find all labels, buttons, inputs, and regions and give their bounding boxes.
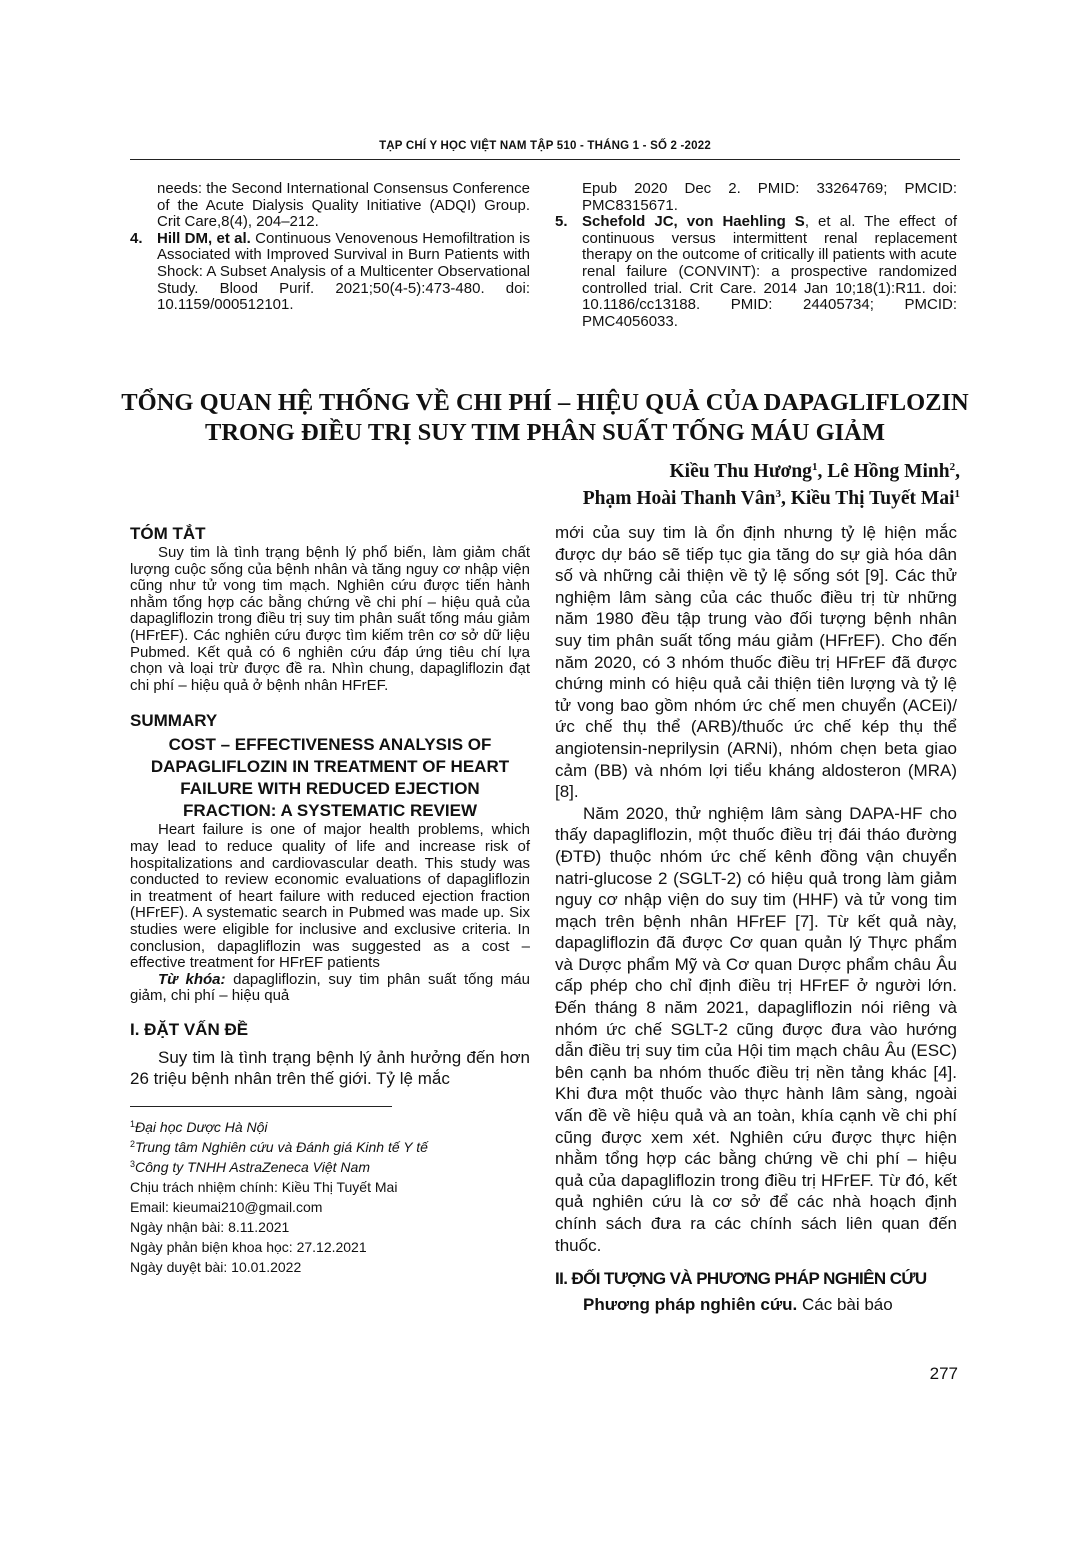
affiliation-text: Trung tâm Nghiên cứu và Đánh giá Kinh tế Y tế	[135, 1139, 428, 1156]
section-1-paragraph: Năm 2020, thử nghiệm lâm sàng DAPA-HF cho thấy dapagliflozin, một thuốc điều trị đái tháo đường (ĐTĐ) thuộc nhóm ức chế kênh đồng vận chuyển natri-glucose 2 (SGLT-2) có hiệu quả trong làm giảm nguy cơ nhập viện do suy tim (HHF) và tử vong tim mạch trên bệnh nhân HFrEF [7]. Từ kết quả này, dapagliflozin đã được Cơ quan quản lý Thực phẩm và Dược phẩm Mỹ và Cơ quan Dược phẩm châu Âu cấp phép cho chỉ định điều trị HFrEF ở người lớn. Đến tháng 8 năm 2021, dapagliflozin nói riêng và nhóm ức chế SGLT-2 cũng được đưa vào hướng dẫn điều trị suy tim của Hội tim mạch châu Âu (ESC) bên cạnh ba nhóm thuốc điều trị nền tảng khác [4]. Khi đưa một thuốc vào thực hành lâm sàng, ngoài vấn đề về hiệu quả và an toàn, khía cạnh về chi phí cũng được xem xét. Nghiên cứu được thực hiện nhằm tổng hợp các bằng chứng về chi phí – hiệu quả của dapagliflozin trong điều trị HFrEF. Từ đó, kết quả nghiên cứu là cơ sở để các nhà hoạch định chính sách đưa ra các chính sách liên quan đến thuốc.	[555, 803, 957, 1255]
abstract-heading: TÓM TẮT	[130, 524, 206, 543]
affiliation-mark: 1	[130, 1119, 136, 1130]
reference-text	[157, 231, 530, 314]
keywords-label: Từ khóa:	[158, 970, 226, 988]
article-title	[100, 388, 990, 448]
corresponding-author: Chịu trách nhiệm chính: Kiều Thị Tuyết Mai	[130, 1179, 398, 1196]
affiliation-2	[130, 1137, 530, 1157]
author-affiliation-mark: 2	[949, 461, 956, 473]
reference-number	[130, 181, 157, 231]
author-affiliation-mark: 1	[954, 488, 960, 500]
summary-title-line: DAPAGLIFLOZIN IN TREATMENT OF HEART	[150, 757, 510, 777]
right-main-column	[555, 522, 957, 1316]
summary-text: Heart failure is one of major health problems, which may lead to reduce quality of life and increase risk of hospitalizations and cardiovascular death. This study was conducted to review economic evaluations of dapagliflozin in treatment of heart failure with reduced ejection fraction (HFrEF). A systematic search in Pubmed was made up. Six studies were eligible for inclusive and exclusive criteria. In conclusion, dapagliflozin was suggested as a cost – effective treatment for HFrEF patients	[130, 821, 530, 972]
reference-text	[582, 214, 957, 330]
reference-authors: Hill DM, et al.	[157, 229, 251, 247]
summary-title-line: FRACTION: A SYSTEMATIC REVIEW	[182, 801, 478, 821]
section-1-heading: I. ĐẶT VẤN ĐỀ	[130, 1019, 249, 1039]
reference-item	[555, 214, 957, 330]
page-number: 277	[929, 1364, 958, 1383]
section-1-paragraph-continued: mới của suy tim là ổn định nhưng tỷ lệ hiện mắc được dự báo sẽ tiếp tục gia tăng do sự già hóa dân số và những cải thiện về tỷ lệ sống sót [9]. Các thử nghiệm lâm sàng của các thuốc điều trị từ những năm 1980 đều tập trung vào đối tượng bệnh nhân suy tim phân suất tống máu giảm (HFrEF). Cho đến năm 2020, có 3 nhóm thuốc điều trị HFrEF đã được chứng minh có hiệu quả cải thiện tiên lượng và tỷ lệ tử vong bao gồm nhóm ức chế men chuyển (ACEi)/ức chế thụ thể (ARB)/thuốc ức chế kép thụ thể angiotensin-neprilysin (ARNi), nhóm chẹn beta giao cảm (BB) và nhóm lợi tiểu kháng aldosteron (MRA) [8].	[555, 523, 957, 802]
summary-title	[130, 734, 530, 822]
author-line	[260, 485, 960, 512]
journal-header: TẠP CHÍ Y HỌC VIỆT NAM TẬP 510 - THÁNG 1 - SỐ 2 -2022	[379, 140, 711, 152]
author-separator: ,	[955, 461, 960, 482]
section-2-paragraph	[555, 1294, 957, 1316]
summary-title-line: COST – EFFECTIVENESS ANALYSIS OF	[168, 735, 492, 755]
method-label: Phương pháp nghiên cứu.	[583, 1295, 798, 1315]
reference-authors: Schefold JC, von Haehling S	[582, 213, 805, 231]
section-2-heading: II. ĐỐI TƯỢNG VÀ PHƯƠNG PHÁP NGHIÊN CỨU	[555, 1269, 927, 1289]
author-line	[260, 458, 960, 485]
author-affiliation-mark: 3	[775, 488, 781, 500]
author-name: Kiều Thu Hương	[669, 461, 812, 482]
footnotes	[130, 1117, 530, 1277]
author-affiliation-mark: 1	[811, 461, 818, 473]
author-name: Kiều Thị Tuyết Mai	[790, 488, 955, 509]
reference-number: 5.	[555, 213, 568, 231]
author-name: Phạm Hoài Thanh Vân	[582, 488, 776, 509]
reference-number: 4.	[130, 229, 143, 247]
reference-item	[130, 181, 530, 231]
author-name: Lê Hồng Minh	[827, 461, 950, 482]
reference-text: needs: the Second International Consensus Conference of the Acute Dialysis Quality Initiative (ADQI) Group. Crit Care,8(4), 204–212.	[157, 180, 530, 231]
reference-number	[555, 181, 582, 214]
affiliation-text: Đại học Dược Hà Nội	[135, 1119, 268, 1136]
affiliation-text: Công ty TNHH AstraZeneca Việt Nam	[135, 1159, 370, 1176]
header-divider	[130, 159, 960, 160]
author-list	[260, 458, 960, 512]
affiliation-1	[130, 1117, 530, 1137]
summary-heading: SUMMARY	[130, 711, 218, 731]
received-date: Ngày nhận bài: 8.11.2021	[130, 1219, 290, 1236]
references-right-column	[555, 181, 957, 330]
affiliation-mark: 2	[130, 1139, 136, 1150]
article-title-line: TỔNG QUAN HỆ THỐNG VỀ CHI PHÍ – HIỆU QUẢ CỦA DAPAGLIFLOZIN	[121, 389, 969, 416]
author-separator: ,	[780, 488, 791, 509]
references-left-column	[130, 181, 530, 314]
summary-title-line: FAILURE WITH REDUCED EJECTION	[180, 779, 480, 799]
reference-item	[555, 181, 957, 214]
contact-email: Email: kieumai210@gmail.com	[130, 1199, 323, 1216]
footnote-divider	[130, 1106, 392, 1107]
reference-body: Continuous Venovenous Hemofiltration is Associated with Improved Survival in Burn Patients with Shock: A Subset Analysis of a Multicenter Observational Study. Blood Purif. 2021;50(4-5):473-480. doi: 10.1159/000512101.	[157, 229, 530, 314]
reference-body: , et al. The effect of continuous versus intermittent renal replacement therapy on the outcome of critically ill patients with acute renal failure (CONVINT): a prospective randomized controlled trial. Crit Care. 2014 Jan 10;18(1):R11. doi: 10.1186/cc13188. PMID: 24405734; PMCID: PMC4056033.	[582, 213, 958, 330]
method-text: Các bài báo	[797, 1295, 893, 1315]
affiliation-3	[130, 1157, 530, 1177]
affiliation-mark: 3	[130, 1159, 136, 1170]
author-separator: ,	[817, 461, 828, 482]
review-date: Ngày phản biện khoa học: 27.12.2021	[130, 1239, 367, 1256]
article-title-line: TRONG ĐIỀU TRỊ SUY TIM PHÂN SUẤT TỐNG MÁU GIẢM	[205, 419, 885, 446]
abstract-text: Suy tim là tình trạng bệnh lý phổ biến, làm giảm chất lượng cuộc sống của bệnh nhân và tăng nguy cơ nhập viện cũng như tử vong tim mạch. Nghiên cứu được tiến hành nhằm tổng hợp các bằng chứng về chi phí – hiệu quả của dapagliflozin trong điều trị suy tim phân suất tống máu giảm (HFrEF). Các nghiên cứu được tìm kiếm trên cơ sở dữ liệu Pubmed. Kết quả có 6 nghiên cứu đáp ứng tiêu chí lựa chọn và loại trừ được đề ra. Nhìn chung, dapagliflozin đạt chi phí – hiệu quả ở bệnh nhân HFrEF.	[130, 544, 530, 694]
left-main-column	[130, 523, 530, 1277]
reference-item	[130, 231, 530, 314]
keywords-list: dapagliflozin, suy tim phân suất tống máu giảm, chi phí – hiệu quả	[130, 970, 530, 1005]
keywords	[130, 972, 530, 1005]
approval-date: Ngày duyệt bài: 10.01.2022	[130, 1259, 302, 1276]
reference-text: Epub 2020 Dec 2. PMID: 33264769; PMCID: PMC8315671.	[582, 180, 957, 214]
section-1-paragraph: Suy tim là tình trạng bệnh lý ảnh hưởng đến hơn 26 triệu bệnh nhân trên thế giới. Tỷ lệ mắc	[130, 1047, 530, 1089]
